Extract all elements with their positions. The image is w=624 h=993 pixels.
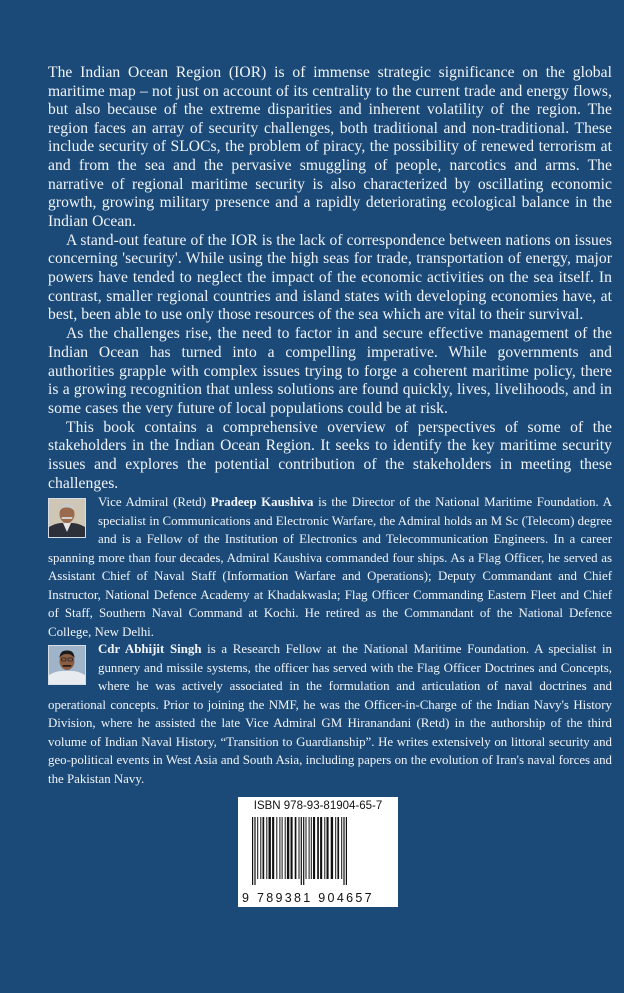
isbn-label: ISBN 978-93-81904-65-7 [253,800,383,812]
isbn-barcode-box [238,797,398,907]
barcode-bars [250,817,386,887]
author-name-kaushiva: Pradeep Kaushiva [210,495,314,509]
author-name-singh: Cdr Abhijit Singh [98,642,202,656]
author-bio-singh [48,640,612,788]
isbn-digits: 9 789381 904657 [242,891,374,905]
blurb-paragraph-4: This book contains a comprehensive overview of perspectives of some of the stakeholders in the Indian Ocean Region. It seeks to identify the key maritime security issues and explores the potential contribution of the stakeholders in meeting these challenges. [48,418,612,492]
author-text-singh: is a Research Fellow at the National Maritime Foundation. A specialist in gunnery and missile systems, the officer has served with the Flag Officer Doctrines and Concepts, where he was actively associated in the formulation and articulation of naval doctrines and operational concepts. Prior to joining the NMF, he was the Officer-in-Charge of the Indian Navy's History Division, where he assisted the late Vice Admiral GM Hiranandani (Retd) in the authorship of the third volume of Indian Naval History, “Transition to Guardianship”. He writes extensively on littoral security and geo-political events in West Asia and South Asia, including papers on the evolution of Iran's naval forces and the Pakistan Navy. [48,642,612,786]
author-text-kaushiva: is the Director of the National Maritime Foundation. A specialist in Communications and Electronic Warfare, the Admiral holds an M Sc (Telecom) degree and is a Fellow of the Institution of Electronics and Telecommunication Engineers. In a career spanning more than four decades, Admiral Kaushiva commanded four ships. As a Flag Officer, he served as Assistant Chief of Naval Staff (Information Warfare and Operations); Deputy Commandant and Chief Instructor, National Defence Academy at Khadakwasla; Flag Officer Commanding Eastern Fleet and Chief of Staff, Southern Naval Command at Kochi. He retired as the Commandant of the National Defence College, New Delhi. [48,495,612,639]
blurb-paragraph-1: The Indian Ocean Region (IOR) is of immense strategic significance on the global maritime map – not just on account of its centrality to the current trade and energy flows, but also because of the extreme disparities and inherent volatility of the region. The region faces an array of security challenges, both traditional and non-traditional. These include security of SLOCs, the problem of piracy, the possibility of renewed terrorism at and from the sea and the pervasive smuggling of people, narcotics and arms. The narrative of regional maritime security is also characterized by oscillating economic growth, growing military presence and a rapidly deteriorating ecological balance in the Indian Ocean. [48,64,612,230]
author-bio-kaushiva [48,493,612,641]
author-photo-kaushiva [48,498,86,538]
back-cover-blurb [48,64,612,494]
blurb-paragraph-3: As the challenges rise, the need to factor in and secure effective management of the Indian Ocean has turned into a compelling imperative. While governments and authorities grapple with complex issues trying to forge a coherent maritime policy, there is a growing recognition that unless solutions are found quickly, lives, livelihoods, and in some cases the very future of local populations could be at risk. [48,325,612,417]
author-prefix-kaushiva: Vice Admiral (Retd) [98,495,211,509]
blurb-paragraph-2: A stand-out feature of the IOR is the lack of correspondence between nations on issues concerning 'security'. While using the high seas for trade, transportation of energy, major powers have tended to neglect the impact of the economic activities on the sea itself. In contrast, smaller regional countries and island states with developing economies have, at best, been able to use only those resources of the sea which are vital to their survival. [48,231,612,324]
author-photo-singh [48,645,86,685]
